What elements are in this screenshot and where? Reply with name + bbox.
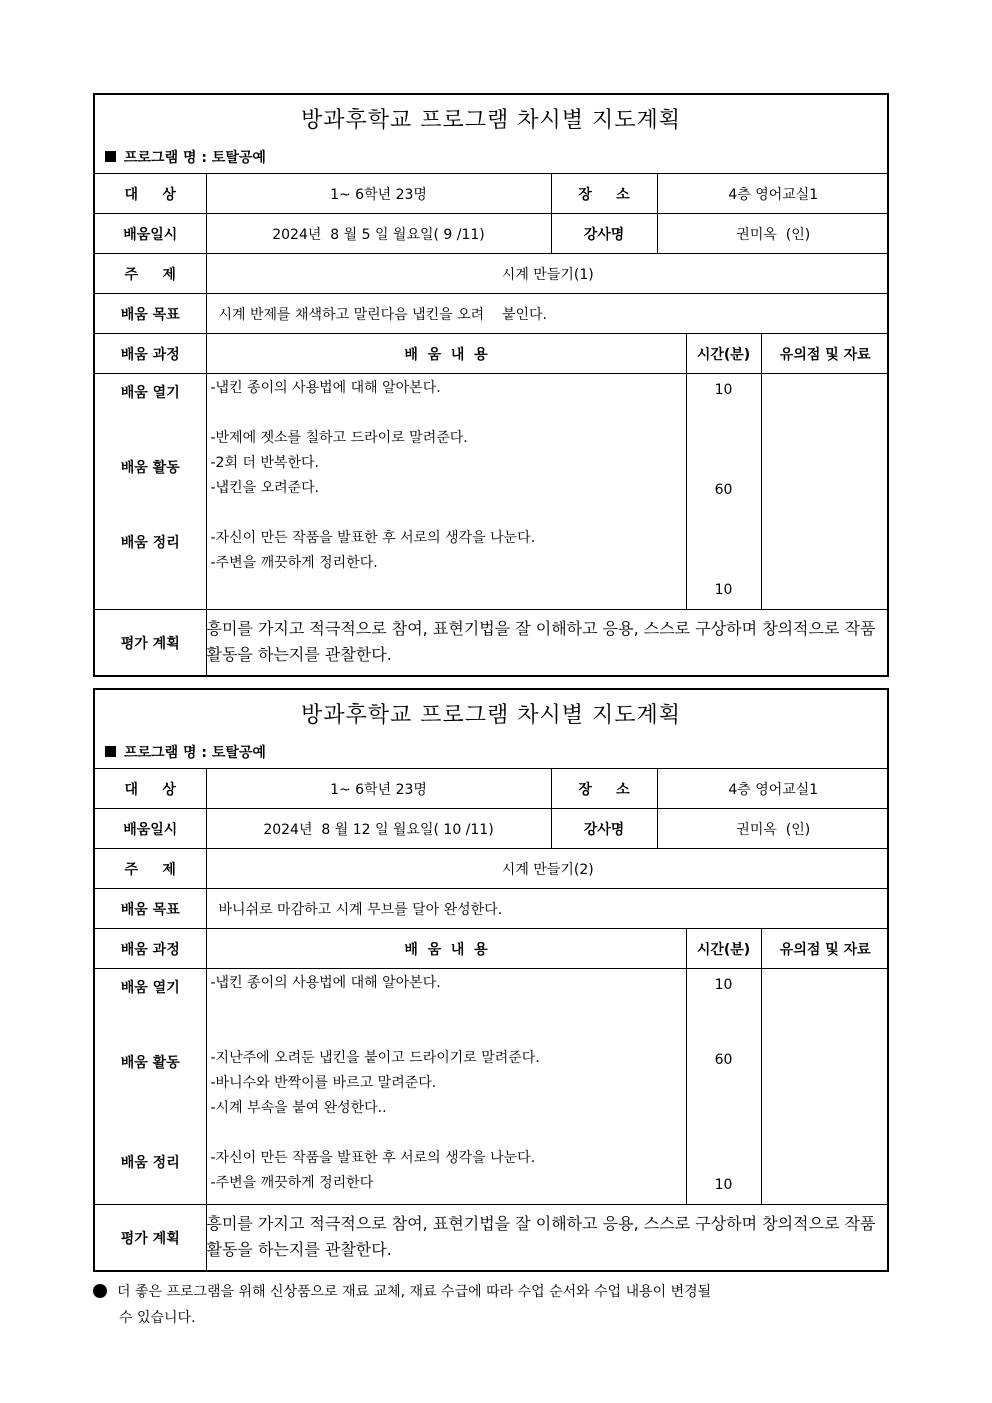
time-value: 10	[714, 582, 733, 598]
goal-label: 배움 목표	[95, 889, 206, 929]
stage-open: 배움 열기	[120, 385, 180, 401]
stage-cell	[95, 374, 206, 610]
teacher-value: 권미옥 (인)	[657, 214, 889, 254]
stage-wrapup: 배움 정리	[120, 535, 180, 551]
topic-value: 시계 만들기(1)	[206, 254, 889, 294]
program-name: 프로그램 명 : 토탈공예	[105, 742, 266, 762]
content-line: -시계 부속을 붙여 완성한다..	[210, 1100, 387, 1116]
content-line: -자신이 만든 작품을 발표한 후 서로의 생각을 나눈다.	[210, 1150, 536, 1166]
date-value: 2024년 8 월 5 일 월요일( 9 /11)	[206, 214, 551, 254]
notes-label: 유의점 및 자료	[761, 929, 889, 969]
date-value: 2024년 8 월 12 일 월요일( 10 /11)	[206, 809, 551, 849]
eval-value: 흥미를 가지고 적극적으로 참여, 표현기법을 잘 이해하고 응용, 스스로 구상하며 창의적으로 작품활동을 하는지를 관찰한다.	[206, 1205, 889, 1271]
lesson-plan-2	[93, 688, 889, 1272]
process-label: 배움 과정	[95, 334, 206, 374]
time-cell	[686, 374, 761, 610]
topic-label: 주 제	[95, 849, 206, 889]
teacher-label: 강사명	[551, 809, 657, 849]
target-label: 대 상	[95, 769, 206, 809]
plan-table	[95, 769, 889, 1270]
topic-label: 주 제	[95, 254, 206, 294]
eval-label: 평가 계획	[95, 1205, 206, 1271]
content-line: -자신이 만든 작품을 발표한 후 서로의 생각을 나눈다.	[210, 530, 536, 546]
time-value: 10	[714, 1177, 733, 1193]
footnote-line-2: 수 있습니다.	[119, 1310, 196, 1326]
stage-activity: 배움 활동	[120, 460, 180, 476]
plan-table	[95, 174, 889, 675]
teacher-value: 권미옥 (인)	[657, 809, 889, 849]
circle-bullet-icon	[93, 1284, 107, 1298]
content-line: -주변을 깨끗하게 정리한다	[210, 1175, 374, 1191]
place-value: 4층 영어교실1	[657, 769, 889, 809]
time-value: 60	[714, 1052, 733, 1068]
content-line: -냅킨 종이의 사용법에 대해 알아본다.	[210, 975, 441, 991]
time-value: 60	[714, 482, 733, 498]
content-cell	[206, 969, 686, 1205]
square-bullet-icon	[105, 746, 116, 757]
program-name: 프로그램 명 : 토탈공예	[105, 147, 266, 167]
stage-wrapup: 배움 정리	[120, 1155, 180, 1171]
content-cell	[206, 374, 686, 610]
process-label: 배움 과정	[95, 929, 206, 969]
teacher-label: 강사명	[551, 214, 657, 254]
topic-value: 시계 만들기(2)	[206, 849, 889, 889]
target-label: 대 상	[95, 174, 206, 214]
time-value: 10	[714, 382, 733, 398]
content-label: 배 움 내 용	[206, 929, 686, 969]
square-bullet-icon	[105, 151, 116, 162]
footnote	[93, 1279, 899, 1331]
content-line: -2회 더 반복한다.	[210, 455, 319, 471]
plan-title: 방과후학교 프로그램 차시별 지도계획	[300, 703, 681, 728]
notes-cell	[761, 374, 889, 610]
stage-open: 배움 열기	[120, 980, 180, 996]
lesson-plan-1	[93, 93, 889, 677]
content-line: -냅킨 종이의 사용법에 대해 알아본다.	[210, 380, 441, 396]
stage-cell	[95, 969, 206, 1205]
date-label: 배움일시	[95, 214, 206, 254]
goal-label: 배움 목표	[95, 294, 206, 334]
notes-label: 유의점 및 자료	[761, 334, 889, 374]
content-line: -지난주에 오려둔 냅킨을 붙이고 드라이기로 말려준다.	[210, 1050, 540, 1066]
target-value: 1~ 6학년 23명	[206, 174, 551, 214]
place-value: 4층 영어교실1	[657, 174, 889, 214]
eval-label: 평가 계획	[95, 610, 206, 676]
footnote-line-1: 더 좋은 프로그램을 위해 신상품으로 재료 교체, 재료 수급에 따라 수업 순서와 수업 내용이 변경될	[93, 1279, 899, 1305]
notes-cell	[761, 969, 889, 1205]
stage-activity: 배움 활동	[120, 1055, 180, 1071]
content-line: -냅킨을 오려준다.	[210, 480, 320, 496]
place-label: 장 소	[551, 174, 657, 214]
eval-value: 흥미를 가지고 적극적으로 참여, 표현기법을 잘 이해하고 응용, 스스로 구상하며 창의적으로 작품활동을 하는지를 관찰한다.	[206, 610, 889, 676]
place-label: 장 소	[551, 769, 657, 809]
time-cell	[686, 969, 761, 1205]
time-label: 시간(분)	[686, 334, 761, 374]
plan-header	[95, 95, 887, 174]
plan-header	[95, 690, 887, 769]
goal-value: 바니쉬로 마감하고 시계 무브를 달아 완성한다.	[206, 889, 889, 929]
content-line: -바니수와 반짝이를 바르고 말려준다.	[210, 1075, 437, 1091]
target-value: 1~ 6학년 23명	[206, 769, 551, 809]
content-label: 배 움 내 용	[206, 334, 686, 374]
plan-title: 방과후학교 프로그램 차시별 지도계획	[300, 108, 681, 133]
time-label: 시간(분)	[686, 929, 761, 969]
content-line: -주변을 깨끗하게 정리한다.	[210, 555, 378, 571]
time-value: 10	[714, 977, 733, 993]
content-line: -반제에 젯소를 칠하고 드라이로 말려준다.	[210, 430, 468, 446]
date-label: 배움일시	[95, 809, 206, 849]
goal-value: 시계 반제를 채색하고 말린다음 냅킨을 오려 붙인다.	[206, 294, 889, 334]
